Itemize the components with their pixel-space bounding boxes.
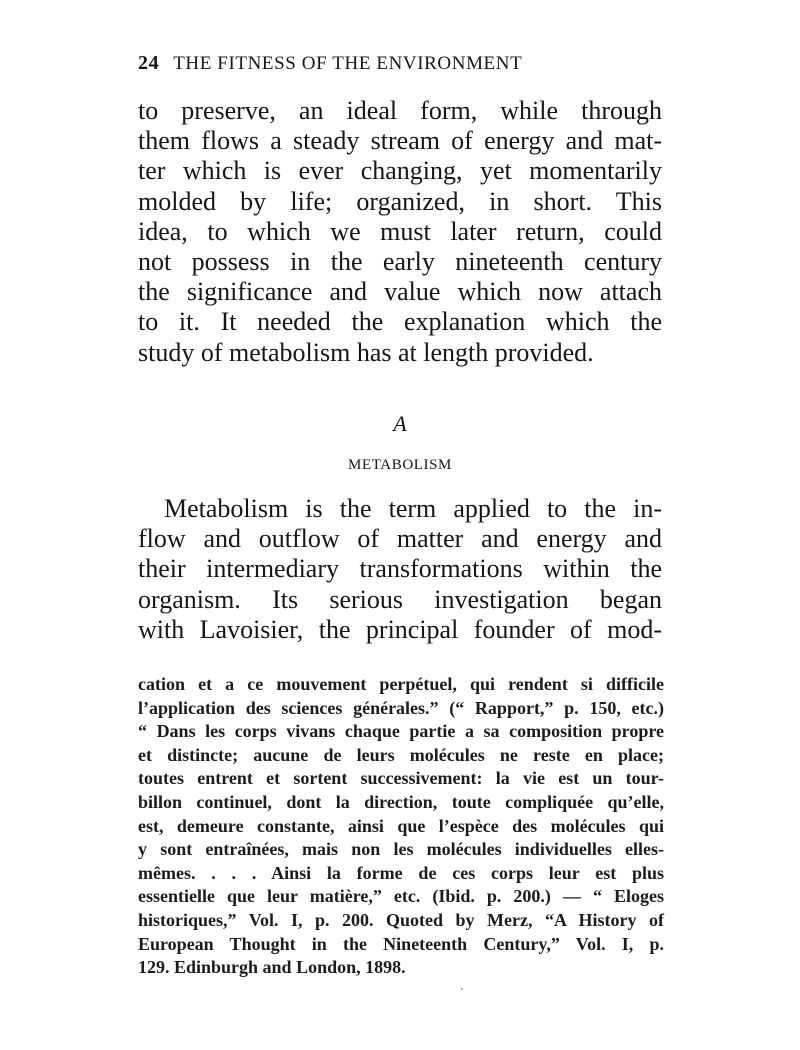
text-line: their intermediary transformations within the — [138, 554, 662, 584]
footnote-line: mêmes. . . . Ainsi la forme de ces corps leur est plus — [138, 862, 664, 883]
footnote-line: “ Dans les corps vivans chaque partie a sa composition propre — [138, 721, 664, 742]
text-line: idea, to which we must later return, could — [138, 216, 662, 246]
footnote-line: y sont entraînées, mais non les molécules individuelles elles- — [138, 839, 664, 860]
text-line: study of metabolism has at length provided. — [138, 337, 594, 367]
text-line: them flows a steady stream of energy and mat- — [138, 126, 662, 156]
text-line: organism. Its serious investigation began — [138, 584, 662, 614]
page-number: 24 — [138, 52, 160, 74]
text-line: flow and outflow of matter and energy and — [138, 524, 662, 554]
running-title: THE FITNESS OF THE ENVIRONMENT — [173, 53, 523, 74]
section-letter-text: A — [393, 411, 407, 436]
footnote-line: et distincte; aucune de leurs molécules ne reste en place; — [138, 744, 664, 765]
footnote-line: billon continuel, dont la direction, toute compliquée qu’elle, — [138, 791, 664, 812]
footnote-line: 129. Edinburgh and London, 1898. — [138, 957, 406, 978]
text-line: to preserve, an ideal form, while through — [138, 96, 662, 125]
footnote-line: European Thought in the Nineteenth Century,” Vol. I, p. — [138, 933, 664, 954]
footnote-line: historiques,” Vol. I, p. 200. Quoted by Merz, “A History of — [138, 909, 664, 930]
text-line: to it. It needed the explanation which the — [138, 307, 662, 337]
section-letter — [0, 410, 800, 438]
running-head — [138, 49, 668, 77]
footnote — [138, 673, 664, 980]
print-speck — [461, 988, 463, 990]
text-line: molded by life; organized, in short. This — [138, 186, 662, 216]
section-title: METABOLISM — [348, 457, 452, 473]
footnote-line: est, demeure constante, ainsi que l’espèce des molécules qui — [138, 815, 664, 836]
text-line: the significance and value which now attach — [138, 277, 662, 307]
footnote-line: essentielle que leur matière,” etc. (Ibid. p. 200.) — “ Eloges — [138, 886, 664, 907]
text-line: with Lavoisier, the principal founder of mod- — [138, 614, 662, 644]
paragraph-metabolism — [138, 494, 662, 645]
text-line: Metabolism is the term applied to the in- — [164, 494, 662, 523]
text-line: ter which is ever changing, yet momentarily — [138, 156, 662, 186]
footnote-line: l’application des sciences générales.” (“ Rapport,” p. 150, etc.) — [138, 697, 664, 718]
text-line: not possess in the early nineteenth century — [138, 247, 662, 277]
footnote-line: cation et a ce mouvement perpétuel, qui rendent si difficile — [138, 674, 664, 694]
footnote-line: toutes entrent et sortent successivement: la vie est un tour- — [138, 768, 664, 789]
paragraph-continuation — [138, 96, 662, 368]
